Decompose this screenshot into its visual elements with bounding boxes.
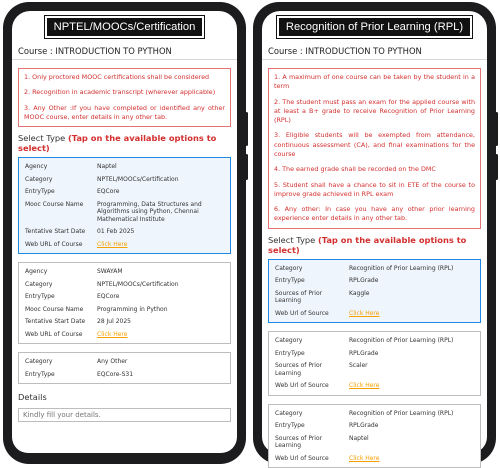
click-here-link[interactable]: Click Here [349,382,380,390]
note-item: 3. Eligible students will be exempted from attendance, continuous assessment (CA), and final examinations for the course [274,131,475,158]
click-here-link[interactable]: Click Here [97,330,128,338]
note-item: 2. Recognition in academic transcript (wherever applicable) [24,88,216,97]
field-label: EntryType [25,188,55,196]
field-value: Programming in Python [97,305,168,313]
card-row [25,241,224,249]
note-item: 1. A maximum of one course can be taken by the student in a term [274,73,475,91]
note-item: 3. Any Other :If you have completed or identified any other MOOC course, enter details in any other tab. [24,103,225,121]
field-label: Web Url of Source [275,382,329,390]
card-row [25,293,224,301]
field-value: Scaler [349,362,368,370]
card-row [25,331,224,339]
card-row [275,422,474,430]
select-type-hint: (Tap on the available options to select) [268,234,467,255]
notes-box [268,68,481,229]
phone-right [253,2,496,464]
field-label: Sources of Prior Learning [275,434,323,450]
card-row [275,410,474,418]
select-type-heading [18,133,231,153]
select-type-label: Select Type [268,234,316,245]
card-row [25,281,224,289]
field-value: EQCore-S31 [97,370,134,378]
card-row [275,382,474,390]
card-row [275,337,474,345]
field-value: 01 Feb 2025 [97,228,135,236]
card-row [25,163,224,171]
card-row [25,371,224,379]
field-label: EntryType [25,293,55,301]
card-row [275,435,474,450]
option-card-swayam[interactable] [18,262,231,344]
card-row [25,201,224,224]
field-label: Agency [25,268,48,276]
field-value: Naptel [97,163,117,171]
field-label: Sources of Prior Learning [275,289,323,305]
select-type-hint: (Tap on the available options to select) [18,133,217,154]
field-value: Recognition of Prior Learning (RPL) [349,409,454,417]
card-row [275,290,474,305]
field-value: RPLGrade [349,277,379,285]
field-label: Category [275,337,303,345]
field-label: EntryType [275,422,305,430]
course-name: Course : INTRODUCTION TO PYTHON [12,46,237,60]
field-value: Kaggle [349,289,370,297]
click-here-link[interactable]: Click Here [97,240,128,248]
field-label: Web URL of Course [25,240,83,248]
field-value: NPTEL/MOOCs/Certification [97,280,179,288]
note-item: 4. The earned grade shall be recorded on the DMC [274,165,436,174]
note-item: 5. Student shall have a chance to sit in ETE of the course to improve grade achieved in RPL exam [274,180,475,198]
field-label: Web URL of Course [25,330,83,338]
details-label: Details [18,392,47,403]
option-card-naptel[interactable] [18,157,231,254]
card-row [25,188,224,196]
card-row [25,306,224,314]
field-label: Mooc Course Name [25,200,84,208]
card-row [25,268,224,276]
field-value: EQCore [97,188,120,196]
title-bar [12,11,237,43]
field-label: Agency [25,163,48,171]
card-row [25,358,224,366]
field-label: Mooc Course Name [25,305,84,313]
page-title: NPTEL/MOOCs/Certification [45,16,205,38]
field-value: NPTEL/MOOCs/Certification [97,175,179,183]
field-label: EntryType [275,277,305,285]
field-label: Category [25,175,53,183]
notes-box [18,68,231,127]
card-row [275,362,474,377]
select-type-label: Select Type [18,133,66,144]
note-item: 1. Only proctored MOOC certifications shall be considered [24,73,210,81]
field-label: Tentative Start Date [25,318,86,326]
title-bar [262,11,487,43]
field-label: EntryType [25,370,55,378]
note-item: 6. Any other: In case you have any other prior learning experience enter details in any other tab. [274,205,475,223]
field-value: Naptel [349,434,369,442]
field-label: Web Url of Source [275,454,329,462]
field-label: Web Url of Source [275,309,329,317]
field-label: Category [275,409,303,417]
option-card-kaggle[interactable] [268,259,481,324]
details-input[interactable] [18,408,231,422]
field-label: Sources of Prior Learning [275,362,323,377]
field-value: Any Other [97,358,128,366]
screen-right [262,11,487,462]
card-row [275,277,474,285]
field-value: EQCore [97,293,120,301]
option-card-scaler[interactable] [268,331,481,396]
field-label: Category [25,280,53,288]
field-value: RPLGrade [349,349,379,357]
card-row [25,228,224,236]
field-value: RPLGrade [349,422,379,430]
field-value: Recognition of Prior Learning (RPL) [349,337,454,345]
click-here-link[interactable]: Click Here [349,309,380,317]
field-label: Category [275,264,303,272]
field-label: Tentative Start Date [25,228,86,236]
screen-left [12,11,237,453]
field-value: Programming, Data Structures and Algorithms using Python, Chennai Mathematical Institute [97,200,202,223]
card-row [275,455,474,463]
phone-left [3,2,246,464]
field-value: Recognition of Prior Learning (RPL) [349,264,454,272]
card-row [275,310,474,318]
option-card-naptel[interactable] [268,404,481,468]
field-label: Category [25,358,53,366]
select-type-heading [268,235,481,255]
click-here-link[interactable]: Click Here [349,454,380,462]
card-row [275,265,474,273]
field-label: EntryType [275,349,305,357]
field-value: SWAYAM [97,268,123,276]
page-title: Recognition of Prior Learning (RPL) [277,16,472,38]
note-item: 2. The student must pass an exam for the applied course with at least a B+ grade to receive Recognition of Prior Learning (RPL) [274,97,475,125]
card-row [25,176,224,184]
card-row [275,350,474,358]
card-row [25,318,224,326]
option-card-any-other[interactable] [18,352,231,384]
field-value: 28 Jul 2025 [97,318,131,326]
course-name: Course : INTRODUCTION TO PYTHON [262,46,487,60]
